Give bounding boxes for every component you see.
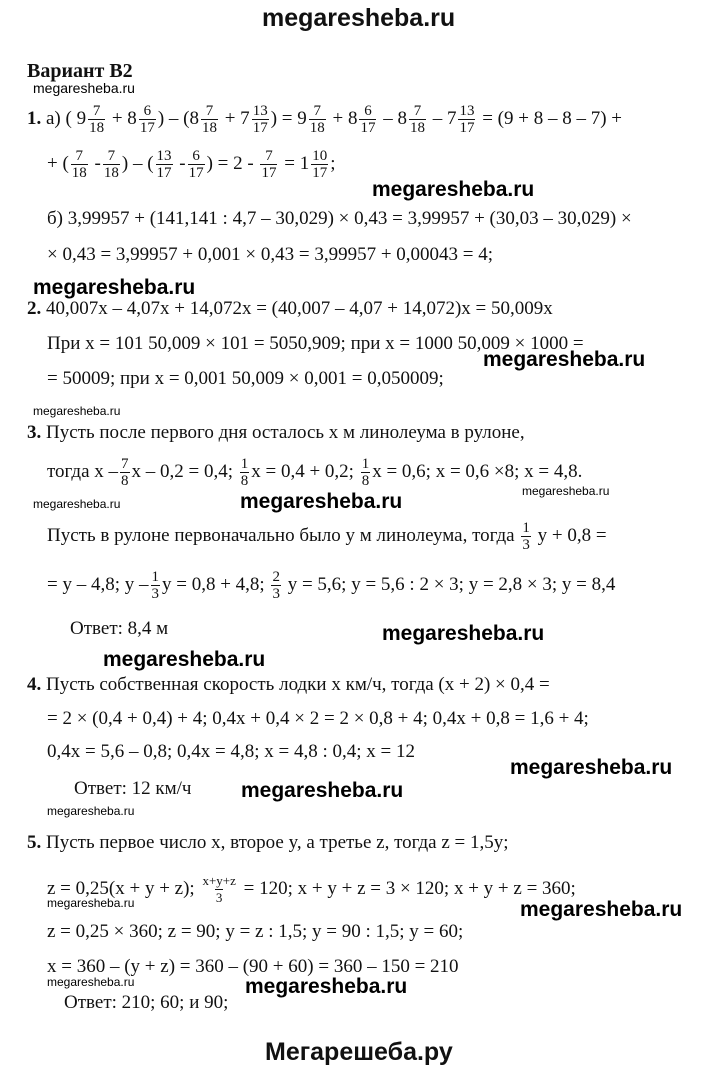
p3-line-1 bbox=[27, 422, 525, 444]
fraction: $\frac{2}{3}$ bbox=[272, 569, 280, 602]
p4-answer: Ответ: 12 км/ч bbox=[74, 778, 192, 799]
watermark: megaresheba.ru bbox=[33, 276, 196, 299]
p3-number: 3. bbox=[27, 422, 42, 443]
watermark: megaresheba.ru bbox=[245, 975, 408, 998]
p1-term: ) = 9 bbox=[270, 107, 307, 129]
fraction: $\frac{7}{17}$ bbox=[261, 148, 277, 181]
p4-line-3: 0,4x = 5,6 – 0,8; 0,4x = 4,8; x = 4,8 : 0,4; x = 12 bbox=[47, 741, 415, 762]
watermark: megaresheba.ru bbox=[241, 779, 404, 802]
watermark: megaresheba.ru bbox=[33, 404, 121, 418]
fraction: $\frac{7}{18}$ bbox=[309, 103, 325, 136]
p1-term: + 8 bbox=[332, 107, 358, 129]
p1-b-line-1: б) 3,99957 + (141,141 : 4,7 – 30,029) × 0,43 = 3,99957 + (30,03 – 30,029) × bbox=[47, 208, 632, 229]
p1-line-1 bbox=[27, 103, 622, 136]
watermark: megaresheba.ru bbox=[483, 348, 646, 371]
variant-title: Вариант В2 bbox=[27, 60, 133, 82]
p1-number: 1. bbox=[27, 107, 42, 129]
fraction: $\frac{7}{8}$ bbox=[121, 456, 129, 489]
p1-term: 9 bbox=[76, 107, 87, 129]
p5-line-2: z = 0,25(x + y + z); $\frac{x+y+z}{3}$ = 120; x + y + z = 3 × 120; x + y + z = 360; bbox=[47, 873, 576, 905]
p2-line-1 bbox=[27, 298, 553, 320]
fraction: $\frac{13}{17}$ bbox=[252, 103, 268, 136]
fraction: $\frac{x+y+z}{3}$ bbox=[202, 873, 236, 905]
p1-a-label: а) ( bbox=[46, 107, 72, 129]
fraction: $\frac{7}{18}$ bbox=[89, 103, 105, 136]
fraction: $\frac{1}{8}$ bbox=[240, 456, 249, 489]
p3-text: Пусть после первого дня осталось x м линолеума в рулоне, bbox=[46, 422, 525, 443]
p3-line-3: Пусть в рулоне первоначально было y м линолеума, тогда $\frac{1}{3}$ y + 0,8 = bbox=[47, 520, 607, 553]
p1-term: = (9 + 8 – 8 – 7) + bbox=[482, 107, 623, 129]
p3-line-2: тогда x – $\frac{7}{8}$ x – 0,2 = 0,4; $\frac{1}{8}$ x = 0,4 + 0,2; $\frac{1}{8}$ x = 0,6; x = 0,6 ×8; x = 4,8. bbox=[47, 456, 583, 489]
fraction: $\frac{1}{3}$ bbox=[151, 569, 159, 602]
fraction: $\frac{1}{3}$ bbox=[522, 520, 530, 553]
watermark: megaresheba.ru bbox=[510, 756, 673, 779]
p1-term: ) – (8 bbox=[157, 107, 199, 129]
footer-site-title: Мегарешеба.ру bbox=[265, 1038, 453, 1066]
p1-line-2: + ( $\frac{7}{18}$ - $\frac{7}{18}$ ) – ( $\frac{13}{17}$ - $\frac{6}{17}$ ) = 2 - $\frac{7}{17}$ = 1 $\frac{10}{17}$ ; bbox=[47, 148, 336, 181]
p5-line-3: z = 0,25 × 360; z = 90; y = z : 1,5; y = 90 : 1,5; y = 60; bbox=[47, 921, 464, 942]
p1-term: – 8 bbox=[383, 107, 407, 129]
p4-number: 4. bbox=[27, 674, 42, 695]
watermark: megaresheba.ru bbox=[382, 622, 545, 645]
fraction: $\frac{6}{17}$ bbox=[139, 103, 155, 136]
watermark: megaresheba.ru bbox=[103, 648, 266, 671]
p4-line-1 bbox=[27, 674, 550, 696]
p5-answer: Ответ: 210; 60; и 90; bbox=[64, 992, 229, 1013]
watermark: megaresheba.ru bbox=[33, 80, 135, 96]
fraction: $\frac{13}{17}$ bbox=[156, 148, 172, 181]
fraction: $\frac{7}{18}$ bbox=[71, 148, 87, 181]
p3-answer: Ответ: 8,4 м bbox=[70, 618, 169, 639]
watermark: megaresheba.ru bbox=[47, 896, 135, 910]
p5-number: 5. bbox=[27, 832, 42, 853]
p2-text: 40,007x – 4,07x + 14,072x = (40,007 – 4,07 + 14,072)x = 50,009x bbox=[46, 298, 553, 319]
p4-text: Пусть собственная скорость лодки x км/ч, тогда (x + 2) × 0,4 = bbox=[46, 674, 550, 695]
header-site-title: megaresheba.ru bbox=[262, 4, 456, 32]
p5-line-4: x = 360 – (y + z) = 360 – (90 + 60) = 360 – 150 = 210 bbox=[47, 956, 459, 977]
watermark: megaresheba.ru bbox=[47, 975, 135, 989]
p1-b-line-2: × 0,43 = 3,99957 + 0,001 × 0,43 = 3,99957 + 0,00043 = 4; bbox=[47, 244, 494, 265]
fraction: $\frac{13}{17}$ bbox=[459, 103, 475, 136]
p3-line-4: = y – 4,8; y – $\frac{1}{3}$ y = 0,8 + 4,8; $\frac{2}{3}$ y = 5,6; y = 5,6 : 2 × 3; y = 2,8 × 3; y = 8,4 bbox=[47, 569, 616, 602]
watermark: megaresheba.ru bbox=[372, 178, 535, 201]
p2-line-3: = 50009; при x = 0,001 50,009 × 0,001 = 0,050009; bbox=[47, 368, 444, 389]
p1-term: – 7 bbox=[432, 107, 457, 129]
p4-line-2: = 2 × (0,4 + 0,4) + 4; 0,4x + 0,4 × 2 = 2 × 0,8 + 4; 0,4x + 0,8 = 1,6 + 4; bbox=[47, 708, 589, 729]
watermark: megaresheba.ru bbox=[33, 497, 121, 511]
fraction: $\frac{1}{8}$ bbox=[361, 456, 370, 489]
fraction: $\frac{10}{17}$ bbox=[312, 148, 328, 181]
p5-text: Пусть первое число x, второе y, а третье z, тогда z = 1,5y; bbox=[46, 832, 509, 853]
fraction: $\frac{6}{17}$ bbox=[188, 148, 204, 181]
p2-line-2: При x = 101 50,009 × 101 = 5050,909; при x = 1000 50,009 × 1000 = bbox=[47, 333, 584, 354]
p1-term: + 7 bbox=[224, 107, 250, 129]
fraction: $\frac{7}{18}$ bbox=[201, 103, 217, 136]
watermark: megaresheba.ru bbox=[520, 898, 683, 921]
watermark: megaresheba.ru bbox=[522, 484, 610, 498]
p1-term: + 8 bbox=[111, 107, 137, 129]
p2-number: 2. bbox=[27, 298, 42, 319]
fraction: $\frac{7}{18}$ bbox=[103, 148, 119, 181]
fraction: $\frac{6}{17}$ bbox=[360, 103, 376, 136]
p5-line-1 bbox=[27, 832, 509, 854]
fraction: $\frac{7}{18}$ bbox=[409, 103, 425, 136]
watermark: megaresheba.ru bbox=[47, 804, 135, 818]
watermark: megaresheba.ru bbox=[240, 490, 403, 513]
